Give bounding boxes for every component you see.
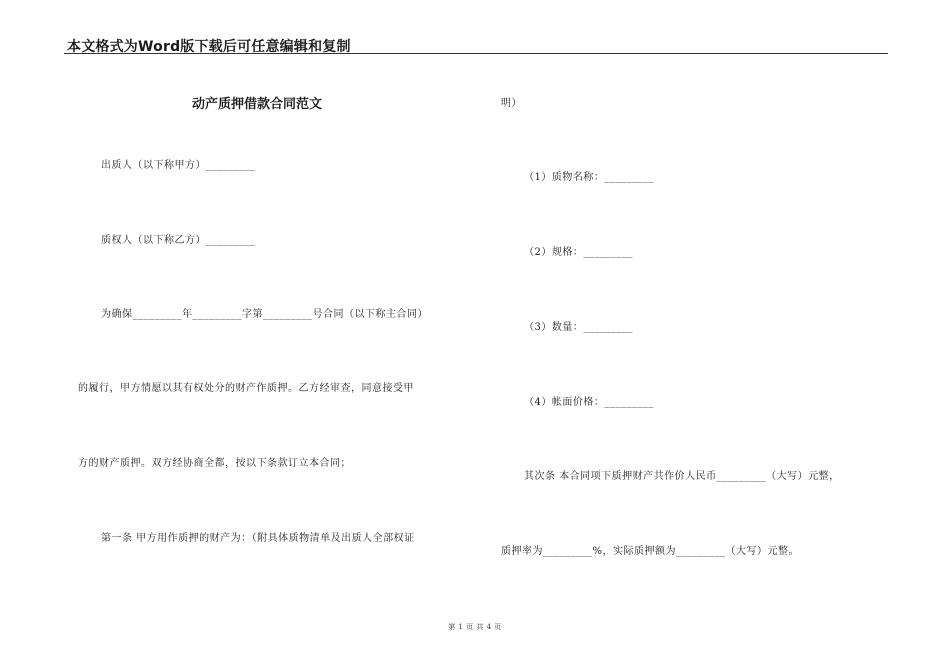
paragraph-article-1: 第一条 甲方用作质押的财产为：（附具体质物清单及出质人全部权证 [101,533,415,544]
paragraph-purpose-2: 的履行，甲方情愿以其有权处分的财产作质押。乙方经审查，同意接受甲 [78,383,414,394]
paragraph-continuation: 明） [501,98,522,109]
header-divider [64,53,888,54]
item-specification: （2）规格：_________ [524,247,633,258]
paragraph-pledgor: 出质人（以下称甲方）_________ [101,160,256,171]
page-number: 第 1 页 共 4 页 [448,623,502,631]
item-book-value: （4）帐面价格：_________ [524,397,654,408]
header-title: 本文格式为Word版下载后可任意编辑和复制 [67,39,351,55]
item-collateral-name: （1）质物名称：_________ [524,172,654,183]
document-title: 动产质押借款合同范文 [192,97,323,112]
paragraph-purpose-3: 方的财产质押。双方经协商全都，按以下条款订立本合同； [78,458,351,469]
paragraph-pledge-rate: 质押率为_________%，实际质押额为_________（大写）元整。 [501,546,800,557]
paragraph-article-2: 其次条 本合同项下质押财产共作价人民币_________（大写）元整， [524,471,840,482]
paragraph-purpose-1: 为确保_________年_________字第_________号合同（以下称主合同） [101,309,428,320]
paragraph-pledgee: 质权人（以下称乙方）_________ [101,235,256,246]
item-quantity: （3）数量：_________ [524,322,633,333]
